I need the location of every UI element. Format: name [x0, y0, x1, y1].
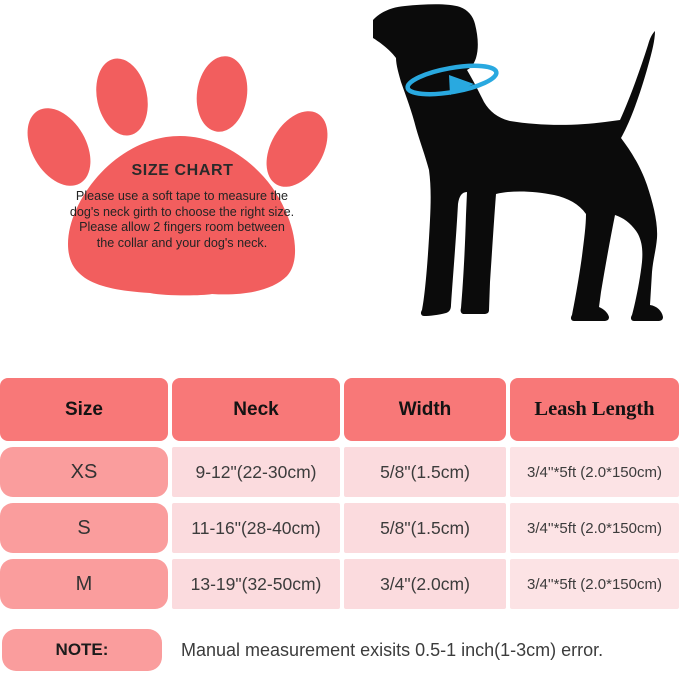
neck-cell-s: 11-16"(28-40cm) — [172, 503, 340, 553]
width-cell-s: 5/8"(1.5cm) — [344, 503, 506, 553]
size-chart-instructions — [58, 189, 306, 251]
column-header-neck: Neck — [172, 378, 340, 441]
note-text: Manual measurement exisits 0.5-1 inch(1-3cm) error. — [181, 639, 604, 660]
width-cell-xs: 5/8"(1.5cm) — [344, 447, 506, 497]
column-header-size: Size — [0, 378, 168, 441]
neck-cell-xs: 9-12"(22-30cm) — [172, 447, 340, 497]
size-cell-m: M — [0, 559, 168, 609]
size-table — [0, 378, 679, 609]
instruction-line: the collar and your dog's neck. — [96, 235, 268, 250]
leash-cell-m: 3/4''*5ft (2.0*150cm) — [510, 559, 679, 609]
instruction-line: dog's neck girth to choose the right size. — [69, 204, 295, 219]
paw-print-icon — [10, 55, 350, 305]
instruction-line: Please use a soft tape to measure the — [75, 189, 289, 203]
leash-cell-s: 3/4''*5ft (2.0*150cm) — [510, 503, 679, 553]
width-cell-m: 3/4"(2.0cm) — [344, 559, 506, 609]
column-header-width: Width — [344, 378, 506, 441]
column-header-leash-length: Leash Length — [510, 378, 679, 441]
size-cell-xs: XS — [0, 447, 168, 497]
leash-cell-xs: 3/4''*5ft (2.0*150cm) — [510, 447, 679, 497]
size-chart-title: SIZE CHART — [131, 162, 234, 179]
dog-silhouette-icon — [370, 0, 670, 330]
neck-cell-m: 13-19"(32-50cm) — [172, 559, 340, 609]
instruction-line: Please allow 2 fingers room between — [79, 220, 285, 235]
size-cell-s: S — [0, 503, 168, 553]
note-label: NOTE: — [2, 629, 162, 671]
